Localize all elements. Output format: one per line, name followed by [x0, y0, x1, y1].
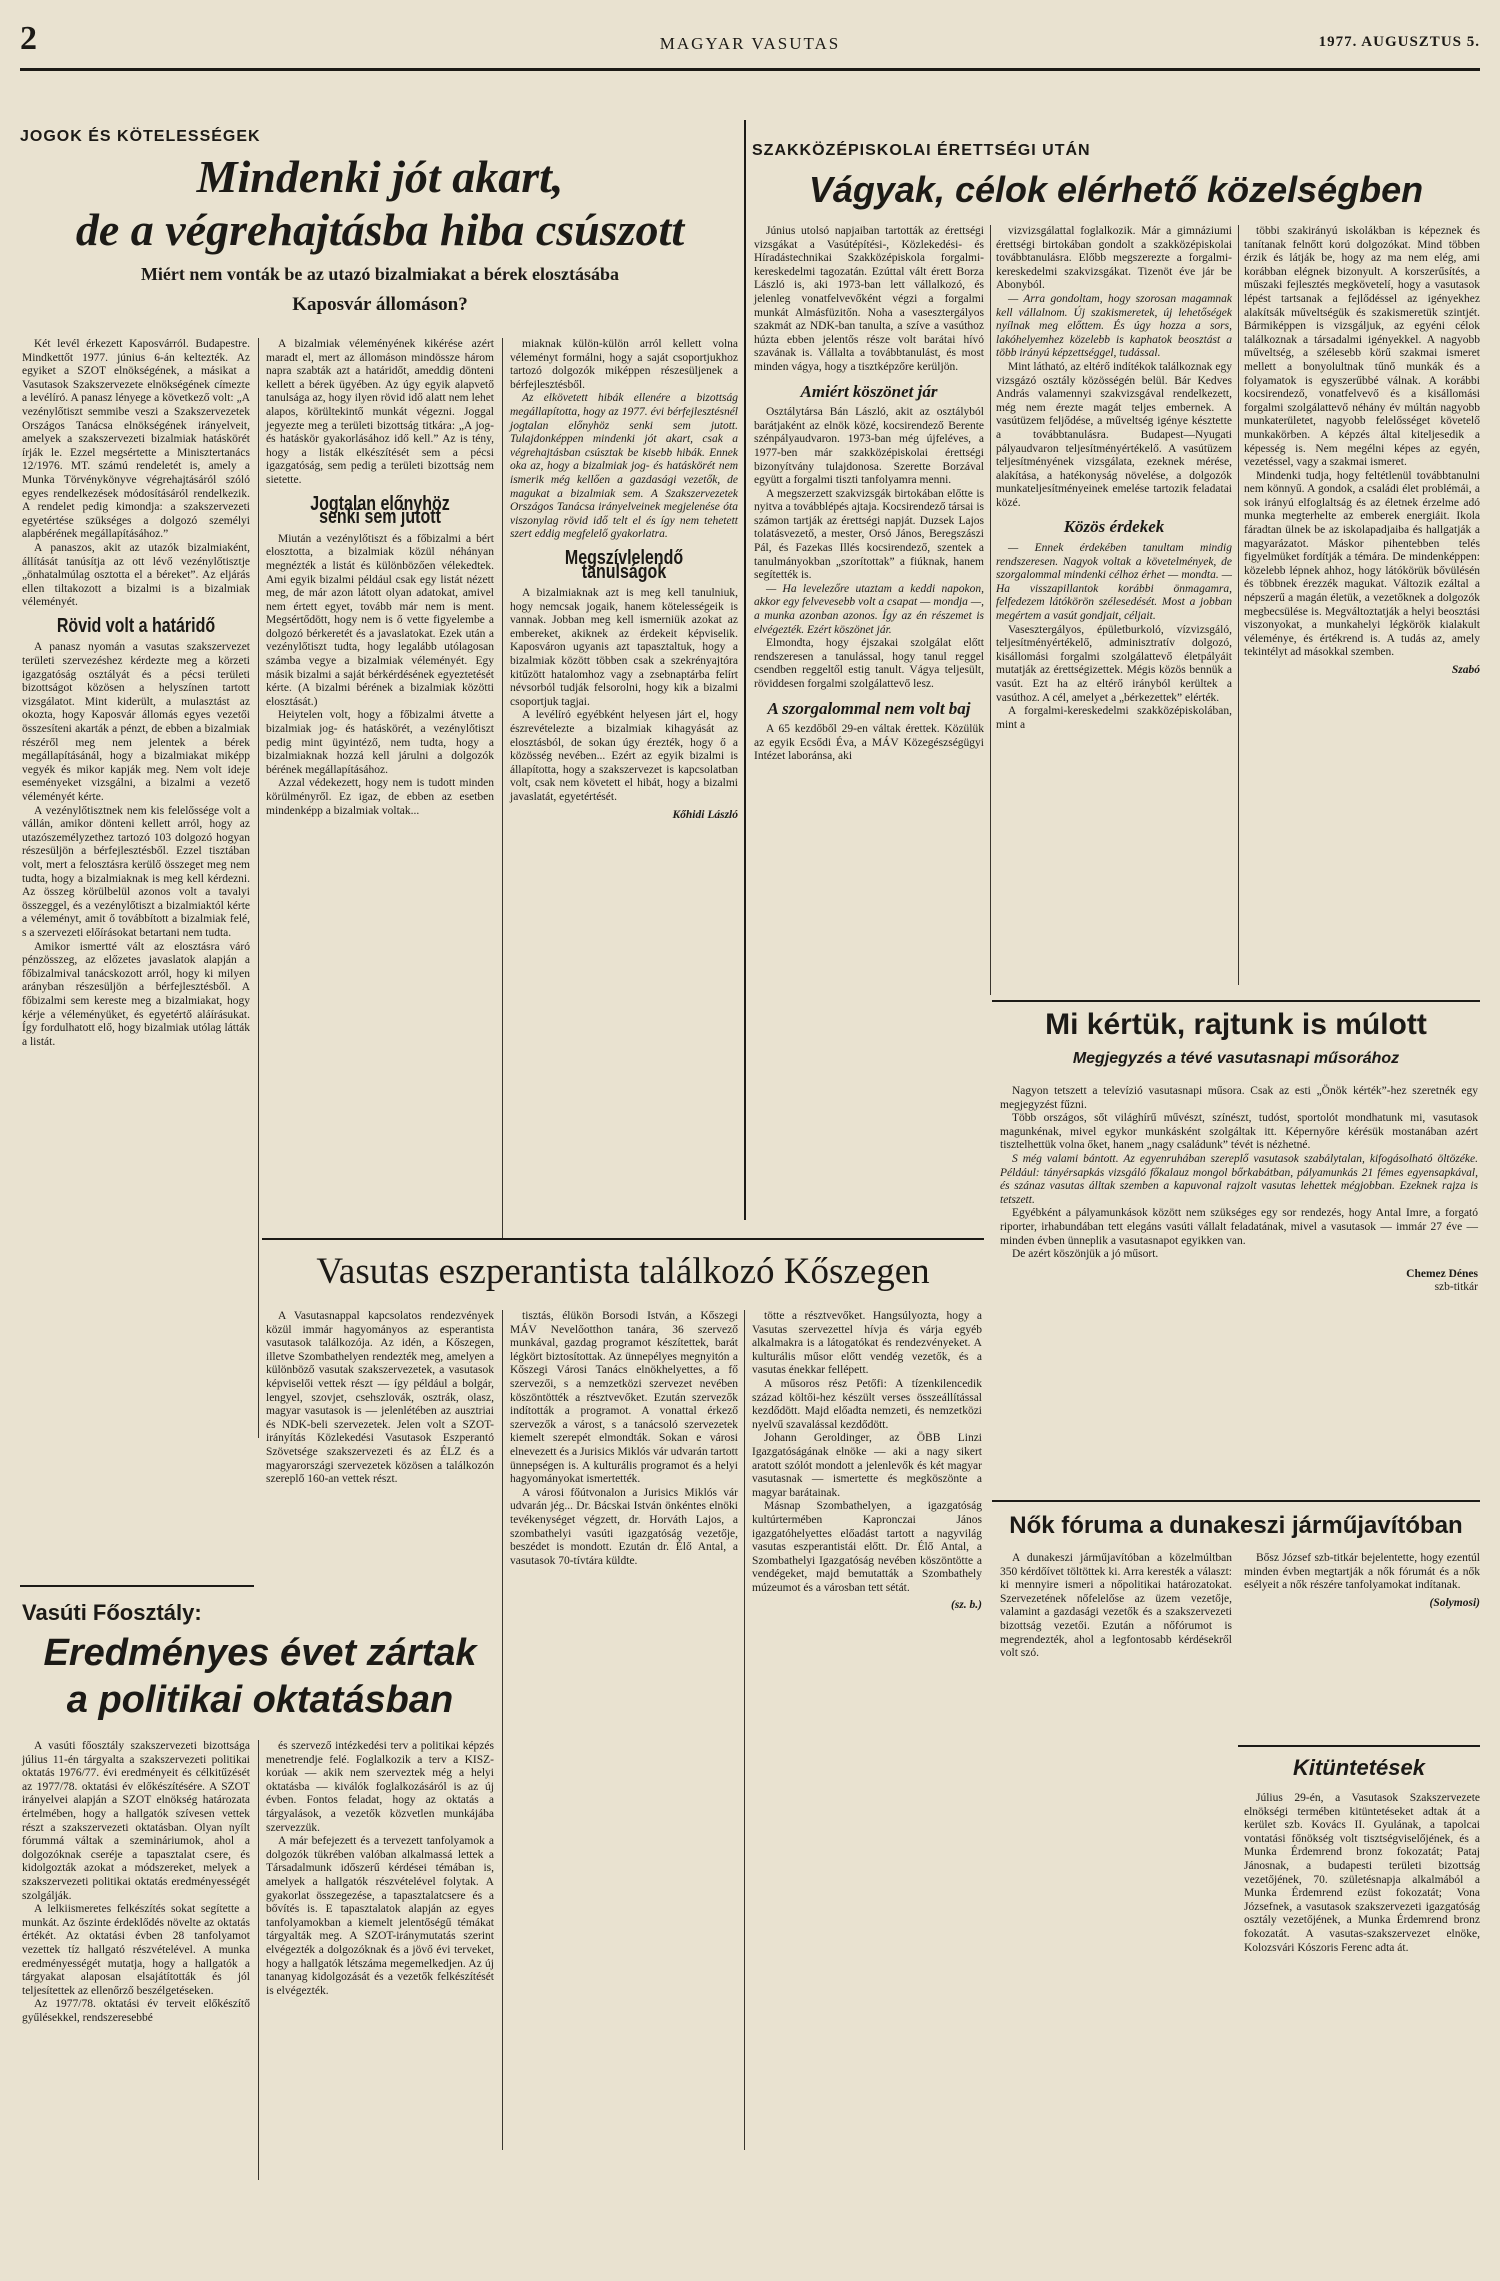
- paragraph: Heiytelen volt, hogy a főbizalmi átvette a bizalmiak jog- és hatáskörét, a vezénylőtiszt pedig mint ügyintéző, nem tudta, hogy a bizalmiaknak hozzá kell járulni a dolgozók bérének megállapításához.: [266, 709, 494, 776]
- paragraph: Johann Geroldinger, az ÖBB Linzi Igazgatóságának elnöke — aki a nagy sikert aratott szólót mondott a jelenlevők és két magyar vasutasnak — ismertette és megköszönte a magyar barátainak.: [752, 1432, 982, 1499]
- article-2-column-3: [1244, 225, 1480, 678]
- paragraph: tötte a résztvevőket. Hangsúlyozta, hogy a Vasutas szervezettel hívja és várja egyéb alkalmakra is a látogatókat és rendezvényeket. A kulturális műsor előtt vendég vezetők, és a vasutas énekkar fellépett.: [752, 1310, 982, 1377]
- paragraph: Június utolsó napjaiban tartották az érettségi vizsgákat a Vasútépítési-, Közlekedési- és Híradástechnikai Szakközépiskola forgalmi-kereskedelmi tagozatán. Ezúttal vált érett Borza László is, aki 1973-ban lett vállalkozó, és jelenleg vonatfelvevőként végzi a forgalmi munkát Almásfüzitőn. Noha a vasesztergályos szakmát az NDK-ban tanulta, a szíve a vasúthoz húzta ebben jelentős része volt barátai hívó szavának is. Vállalta a továbbtanulást, és most minden vágya, hogy a tisztképzőre kerüljön.: [754, 225, 984, 373]
- article-1-column-1: [22, 338, 250, 1049]
- paragraph: A 65 kezdőből 29-en váltak érettek. Közülük az egyik Ecsődi Éva, a MÁV Közegészségügyi Intézet laboránsa, aki: [754, 723, 984, 763]
- article-3-headline: Mi kértük, rajtunk is múlott: [1045, 1008, 1427, 1041]
- paper-name: MAGYAR VASUTAS: [659, 34, 841, 53]
- paragraph: A Vasutasnappal kapcsolatos rendezvények közül immár hagyományos az esperantista vasutasok találkozója. Az idén, a Kőszegen, illetve Szombathelyen rendezték meg, amelyen a különböző vasutak szakszervezetek, a vasutasok képviselői vettek részt — így például a bolgár, lengyel, szovjet, csehszlovák, osztrák, olasz, magyar vasutasok is — jelenlétében az ausztriai és NDK-beli szervezetek. Jelen volt a SZOT-irányítás Közlekedési Vasutasok Eszperantó Szövetsége szakszervezeti és az ÉLZ és a magyarországi szervezetek közösen a találkozón szereplő 160-an vettek részt.: [266, 1310, 494, 1486]
- author-signature: Szabó: [1451, 664, 1480, 676]
- paragraph: A vasúti főosztály szakszervezeti bizottsága július 11-én tárgyalta a szakszervezeti politikai oktatás 1976/77. évi eredményeit és célkitűzését az 1977/78. oktatási év előkészítésére. A SZOT irányelvei alapján a SZOT elnökség határozata értelmében, hogy a hallgatók szívesen vettek részt a szakszervezeti oktatásban. Olyan nyílt fórummá váltak a szemináriumok, ahol a dolgozóknak cseréje a tapasztalat csere, és kidolgozták azokat a módszereket, melyek a szakszervezeti politikai oktatás eredményességét szolgálják.: [22, 1740, 250, 1902]
- paragraph: A lelkiismeretes felkészítés sokat segítette a munkát. Az őszinte érdeklődés növelte az oktatás értékét. Az oktatási évben 28 tanfolyamot vezettek tíz hallgató részvételével. A munka eredményességét mutatja, hogy a hallgatók a tárgyakat alaposan elsajátították és jól teljesítettek az ellenőrző beszélgetéseken.: [22, 1903, 250, 1997]
- paragraph: A bizalmiaknak azt is meg kell tanulniuk, hogy nemcsak jogaik, hanem kötelességeik is vannak. Jobban meg kell ismerniük azokat az embereket, akiknek az érdekeit képviselik. Kaposváron ugyanis azt tapasztaltuk, hogy a bizalmiak között többen csak a szekrényajtóra kitűzött hatalomhoz vagy a zsebnaptárba felírt névsorból tudják felsorolni, hogy kik a bizalmi csoportjuk tagjai.: [510, 587, 738, 708]
- article-3-subhead: Megjegyzés a tévé vasutasnapi műsorához: [1072, 1050, 1400, 1067]
- author-signature: (Solymosi): [1429, 1596, 1480, 1609]
- paragraph: A panasz nyomán a vasutas szakszervezet területi szervezéshez kérdezte meg a körzeti igazgatóság osztályát és a pécsi területi bizottságot közösen a helyszínen tartott vizsgálatot. Mint kiderült, a mulasztást az okozta, hogy Kaposvár állomás egyes vezetői összesíteni akarták a pénzt, de ebben a bizalmiak részéről meg nem jelentek a bérek megállapításánál, hogy a bizalmiakat miképp vegyék és mikor kapják meg. Nem volt ideje eseményeket vizsgálni, a bizalmi a vezető véleményét kérte.: [22, 641, 250, 803]
- issue-date: 1977. AUGUSZTUS 5.: [1318, 34, 1480, 50]
- paragraph: Azzal védekezett, hogy nem is tudott minden körülményről. Ez igaz, de ebben az esetben mindenképp a bizalmiak voltak...: [266, 777, 494, 817]
- paragraph: Elmondta, hogy éjszakai szolgálat előtt rendszeresen a tanulással, hogy tanul reggel csendben reggeltől estig tanult. Vágya teljesült, röviddesen forgalmi szolgálattevő lesz.: [754, 637, 984, 690]
- article-4-column-3: [752, 1310, 982, 1613]
- author-role: szb-titkár: [1434, 1281, 1478, 1294]
- article-7-headline: Kitüntetések: [1292, 1755, 1426, 1780]
- section-label-vocational: SZAKKÖZÉPISKOLAI ÉRETTSÉGI UTÁN: [752, 142, 1091, 159]
- paragraph: A forgalmi-kereskedelmi szakközépiskolában, mint a: [996, 705, 1232, 731]
- paragraph: miaknak külön-külön arról kellett volna véleményt formálni, hogy a saját csoportjukhoz tartozó dolgozók miképpen részesüljenek a bérfejlesztésből.: [510, 338, 738, 391]
- article-1-subhead-1: Miért nem vonták be az utazó bizalmiakat a bérek elosztásába: [140, 264, 620, 284]
- paragraph: A levélíró egyébként helyesen járt el, hogy észrevételezte a bizalmiak kihagyását az elosztásból, de sokan úgy érezték, hogy ő a közösség nevében... Ezért az egyik bizalmi is állapította, hogy a szakszervezet is kapcsolatban volt, csak nem követett el hibát, hogy a bizalmi javaslatát, egyetértését.: [510, 709, 738, 803]
- section-rule: [1238, 1745, 1480, 1747]
- article-3-body: [1000, 1085, 1478, 1295]
- section-rule: [992, 1500, 1480, 1502]
- paragraph: Miután a vezénylőtiszt és a főbizalmi a bért elosztotta, a bizalmiak közül néhányan megnézték a listát és különbözően vélekedtek. Ami egyik bizalmi például csak egy listát nézett meg, de már azon látott olyan adatokat, amivel nem értett egyet, tovább már nem is ment. Megsértődött, hogy nem is ő vette figyelembe a dolgozó bérkeretét és a javaslatokat. Ezek után a vezénylőtiszt tudta, hogy legalább utólagosan számba vegye a bizalmiak véleményét. Egy másik bizalmi a saját bérkérdésének egyeztetését kérte. (A bizalmi bérének a bizalmiak közötti elosztását.): [266, 532, 494, 708]
- article-1-headline-line-1: Mindenki jót akart,: [196, 151, 564, 202]
- paragraph: Bősz József szb-titkár bejelentette, hogy ezentúl minden évben megtartják a nők fórumát és a nők esélyeit a nők részére tanfolyamokat indítanak.: [1244, 1552, 1480, 1592]
- paragraph: A megszerzett szakvizsgák birtokában előtte is nyitva a továbblépés ajtaja. Kocsirendező társai is számon tartják az érettségi napját. Duzsek Lajos tolatásvezető, a mester, Orsó János, Beregszászi Pál, és Fazekas Illés kocsirendező, szentek a tanulmányokban „szorítottak” a fiúknak, hanem segítették is.: [754, 487, 984, 582]
- paragraph: Másnap Szombathelyen, a igazgatóság kultúrtermében Kapronczai János igazgatóhelyettes előadást tartott a nagyvilág vasutas eszperantistái előtt. Dr. Élő Antal, a Szombathelyi Igazgatóság nevében köszöntötte a vendégeket, majd bemutatták a Szombathely múzeumot és a városban tett sétát.: [752, 1500, 982, 1594]
- paragraph: S még valami bántott. Az egyenruhában szereplő vasutasok szabálytalan, kifogásolható öltözéke. Például: tányérsapkás vizsgáló főkalauz mongol bőrkabátban, pályamunkás 21 fémes egyensapkával, és szánaz vasutas álltak szemben a kapuvonal rajzolt vasutas lehettek mégjobban. Ezeknek rajza is tetszett.: [1000, 1152, 1478, 1206]
- paragraph: — Ennek érdekében tanultam mindig rendszeresen. Nagyok voltak a követelmények, de szorgalommal mindenki célhoz érhet — mondta. — Ha visszapillantok korábbi önmagamra, felfedezem látókörön szélesedését. Most a jobban megértem a vasút gondjait, céljait.: [996, 542, 1232, 623]
- author-signature: Chemez Dénes: [1406, 1267, 1478, 1280]
- crosshead-diligence: A szorgalommal nem volt baj: [767, 698, 971, 718]
- article-4-column-2: [510, 1310, 738, 1568]
- paragraph: De azért köszönjük a jó műsort.: [1012, 1248, 1159, 1261]
- column-rule: [502, 338, 503, 1238]
- paragraph: Az elkövetett hibák ellenére a bizottság megállapította, hogy az 1977. évi bérfejlesztésnél jogtalan előnyhöz senki sem jutott. Tulajdonképpen mindenki jót akart, csak a végrehajtásban csúsztak be kisebb hibák. Ennek oka az, hogy a bizalmiak jog- és hatáskörét nem ismerik még kellően a gazdasági vezetők, de magukat a bizalmiak sem. A Szakszervezetek Országos Tanácsa irányelveinek megjelenése óta viszonylag rövid idő telt el és így nem tehetett szert eddig megfelelő gyakorlatra.: [510, 392, 738, 541]
- article-4-headline: Vasutas eszperantista találkozó Kőszegen: [316, 1251, 930, 1292]
- column-rule: [258, 338, 259, 1438]
- article-1-column-3: [510, 338, 738, 822]
- author-signature: (sz. b.): [951, 1599, 982, 1612]
- article-2-headline: Vágyak, célok elérhető közelségben: [808, 169, 1424, 210]
- paragraph: Vasesztergályos, épületburkoló, vízvizsgáló, teljesítményértékelő, adminisztratív dolgozó, kisállomási forgalmi szolgálattevő életpályáit mutatják az érettségizettek. Mégis közös bennük a vasút. Ezt ha az eltérő irányból kerültek a vasúthoz. A cél, amelyet a „bérkezettek” elérték.: [996, 623, 1232, 704]
- article-5-kicker: Vasúti Főosztály:: [22, 1600, 202, 1625]
- paragraph: A városi főútvonalon a Jurisics Miklós vár udvarán jég... Dr. Bácskai István önkéntes elnöki tevékenységet végzett, dr. Horváth Lajos, a szombathelyi vasúti igazgatóság vezetője, beszédet is mondott. Ezután dr. Élő Antal, a vasutasok 70-tívtára küldte.: [510, 1486, 738, 1567]
- article-5-column-2: [266, 1740, 494, 1998]
- section-rule: [992, 1000, 1480, 1002]
- paragraph: Nagyon tetszett a televízió vasutasnapi műsora. Csak az esti „Önök kérték”-hez szeretnék egy megjegyzést fűzni.: [1000, 1085, 1478, 1111]
- paragraph: A már befejezett és a tervezett tanfolyamok a dolgozók tükrében valóban alkalmassá lettek a Társadalmunk időszerű kérdései témában is, amelyek a hallgatók részvételével folytak. A gyakorlat összegezése, a tapasztalatcsere és a bővítés is. E tapasztalatok alapján az egyes tanfolyamokban a kiemelt jelentőségű témákat tárgyalták meg. A SZOT-iránymutatás szerint elvégezték a dolgozóknak és a jövő évi terveket, hogy a hallgatók létszáma megemelkedjen. Az új tananyag kidolgozását és a vezetők felkészítését is elvégezték.: [266, 1835, 494, 1997]
- article-2-column-2: [996, 225, 1232, 732]
- crosshead-lessons: Megszívlelendő tanulságok: [564, 546, 684, 583]
- column-rule: [744, 1310, 745, 2150]
- section-rule: [262, 1238, 984, 1240]
- column-rule: [258, 1740, 259, 2180]
- article-6-column-1: [1000, 1552, 1232, 1661]
- paragraph: többi szakirányú iskolákban is képeznek és tanítanak felnőtt korú dolgozókat. Mind többen érzik és látják be, hogy az ma nem elég, ami korábban elégnek bizonyult. A korszerűsítés, a műszaki fejlesztés megkövetelí, hogy a vasutasok lépést tartsanak a fejlődéssel az igényekhez alakítsák műveltségük és szakismeretük szintjét. Bármiképpen is vizsgáljuk, az egyéni célok találkoznak a társadalmi igényekkel. A nagyobb műveltség, a szélesebb körű szakmai ismeret mellett a bonyolultnak tűnő munkák és a folyamatok is egyszerűbbé válnak. A korábbi kocsirendező, vonatfelvevő és a kisállomási forgalmi szolgálattevő néhány év múltán nagyobb munkaterületet, nagyobb felelősséget követelő munkakörben. A képzés által kiteljesedik a képesség is. Nem megélni képes az egyén, vezetéssel, vagy a szakmai ismeret.: [1244, 225, 1480, 469]
- paragraph: tisztás, élükön Borsodi István, a Kőszegi MÁV Nevelőotthon tanára, 36 szervező munkával, gazdag programot készítettek, barát légkört biztosítottak. Az ünnepélyes megnyitón a Kőszegi Városi Tanács elnökhelyettes, a fő szervezői, s a nemzetközi szervezet nevében köszöntötték a résztvevőket. Ezután szervezők indították a programot. A vonattal érkező szervezők a várost, s a tanácsoló szervezetek kiemelt szerepét elmondták. Sokan e városi elnevezett és a Jurisics Miklós vár udvarán tartott ünnepségen is. A kulturális programot és a helyi hagyományokat ismertették.: [510, 1310, 738, 1486]
- page-divider: [744, 120, 746, 1220]
- article-7-body: [1244, 1792, 1480, 1955]
- paragraph: Amikor ismertté vált az elosztásra váró pénzösszeg, az előzetes javaslatok alapján a főbizalmival tanácskozott arról, hogy ki milyen arányban részesüljön a bérfejlesztésből. A főbizalmi sem kereste meg a bizalmiakat, hogy kérje a véleményüket, és egyetértő aláírásukat. Így fordulhatott elő, hogy bizalmiak utólag látták a listát.: [22, 940, 250, 1048]
- paragraph: Egyébként a pályamunkások között nem szükséges egy sor rendezés, hogy Antal Imre, a forgató riporter, irhabundában tett elegáns vasúti vállalt feladatának, mivel a vasutasok — immár 27 éve — minden évben ünneplik a vasutasnapot egyikken van.: [1000, 1207, 1478, 1247]
- author-signature: Kőhidi László: [672, 808, 738, 821]
- article-6-headline: Nők fóruma a dunakeszi járműjavítóban: [1009, 1512, 1463, 1539]
- paragraph: Több országos, sőt világhírű művészt, színészt, tudóst, sportolót mondhatunk mi, vasutasok magunkénak, mivel egykor munkásként szolgáltak itt. Képernyőre kérésük mostanában azért tisztelhettük volna őket, hanem „nagy családunk” tévét is nézhetné.: [1000, 1112, 1478, 1152]
- paragraph: Július 29-én, a Vasutasok Szakszervezete elnökségi termében kitüntetéseket adtak át a kerület szb. Kovács II. Gyulának, a tapolcai vontatási főnökség volt tisztségviselőjének, és a Munka Érdemrend bronz fokozatát; Pataj Jánosnak, a budapesti területi bizottság vezetőjének, 70. születésnapja alkalmából a Munka Érdemrend ezüst fokozatát; Vona Józsefnek, a vasutasok szakszervezeti igazgatóság osztály vezetőjének, a Munka Érdemrend bronz fokozatát. A vasutas-szakszervezet elnöke, Kolozsvári Kószoris Ferenc adta át.: [1244, 1792, 1480, 1954]
- column-rule: [990, 225, 991, 995]
- section-rule: [20, 1585, 254, 1587]
- crosshead-short-deadline: Rövid volt a határidő: [56, 614, 216, 637]
- paragraph: vizvizsgálattal foglalkozik. Már a gimnáziumi érettségi birtokában gondolt a szakközépiskolai továbbtanulásra. Előbb megszerezte a forgalmi-kereskedelmi szakvizsgákat. Tizenöt éve jár be Abonyból.: [996, 225, 1232, 292]
- paragraph: Mindenki tudja, hogy feltétlenül továbbtanulni nem könnyű. A gondok, a családi élet problémái, a sok irányú elfoglaltság és az életnek érzelme adó munka megterhelte az emberek energiáit. Ikola fáradtan ülnek be az iskolapadjaiba és hallgatják a magyarázatot. Máskor pihentebben telés figyelmüket fordítják a témára. De mindenképpen: közelebb lépnek ahhoz, hogy látókörük bővülésén és többnek érezzék magukat. Változik ezáltal a népszerű a magán életük, a vezetőknek a dolgozók megbecsülése is. Megváltoztatják a helyi beosztási viszonyokat, a munkahelyi légkörök kialakult véleménye, és értékrend is. A tudás az, amely tekintélyt ad másokkal szemben.: [1244, 469, 1480, 659]
- paragraph: Osztálytársa Bán László, akit az osztályból barátjaként az elnök közé, kocsirendező Berente szénpályaudvaron. 1973-ban még újfeléves, a 1977-ben már szakközépiskolai érettségi bizonyítvány tulajdonosa. Szerette Borzával együtt a forgalmi tiszti tanfolyamra menni.: [754, 406, 984, 487]
- paragraph: Az 1977/78. oktatási év terveit előkészítő gyűlésekkel, rendszeresebbé: [22, 1998, 250, 2024]
- crosshead-common-interests: Közös érdekek: [1063, 517, 1165, 537]
- article-1-subhead-2: Kaposvár állomáson?: [292, 294, 468, 315]
- crosshead-thanks-due: Amiért köszönet jár: [800, 381, 938, 401]
- masthead: [20, 20, 1480, 71]
- paragraph: — Arra gondoltam, hogy szorosan magamnak kell vállalnom. Új szakismeretek, új lehetőségek nyílnak meg előttem. És úgy hozza a sors, lakóhelyemhez közelebb is kaphatok beosztást a több irányú képzettséggel, tudással.: [996, 292, 1232, 360]
- paragraph: Két levél érkezett Kaposvárról. Budapestre. Mindkettőt 1977. június 6-án keltezték. Az egyiket a SZOT elnökségének, a másikat a Vasutasok Szakszervezete elnökségének címezte a levélíró. A panasz lényege a következő volt: „A vezénylőtiszt semmibe veszi a Szakszervezetek Országos Tanácsa elnökségének irányelveit, amelyek a szakszervezeti bizalmiak hatáskörét írják le. Ezzel megsértette a Minisztertanács 12/1976. MT. számú rendeletét is, amely a Munka Törvénykönyve végrehajtásáról szóló egyes rendelkezések módosításáról rendelkezik. A rendelet pedig kimondja: a szakszervezeti egyetértése szükséges a dolgozó személyi alapbérének megállapításához.”: [22, 338, 250, 541]
- section-label-rights: JOGOK ÉS KÖTELESSÉGEK: [20, 128, 261, 145]
- article-1-column-2: [266, 338, 494, 818]
- article-6-column-2: [1244, 1552, 1480, 1610]
- column-rule: [502, 1310, 503, 2150]
- article-4-column-1: [266, 1310, 494, 1487]
- article-1-headline-line-2: de a végrehajtásba hiba csúszott: [75, 204, 685, 255]
- paragraph: A vezénylőtisztnek nem kis felelőssége volt a vállán, amikor dönteni kellett arról, hogy az utazószemélyzethez tartozó 103 dolgozó hogyan részesüljön a bérfejlesztésből. Ezzel tisztában volt, mert a felosztásra kerülő összeget meg nem tudta, hogy a bizalmiaknak is meg kell kérdezni. Az összeg körülbelül azonos volt a tavalyi összeggel, és a vezénylőtiszt a bizalmiaktól kérte a véleményt, amit ő továbbított a bizalmiak felé, s a szervezeti előírásokat betartani nem tudta.: [22, 804, 250, 939]
- paragraph: és szervező intézkedési terv a politikai képzés menetrendje felé. Foglalkozik a terv a KISZ-korúak — akik nem szerveztek még a helyi oktatásba — kiválók foglalkozásáról is az új évben. Fontos feladat, hogy az oktatás a tárgyalások, a vezetők közvetlen munkájába szervezzük.: [266, 1740, 494, 1834]
- paragraph: A panaszos, akit az utazók bizalmiaként, állítását tanúsítja az ott lévő vezénylőtisztje „önhatalmúlag osztotta el a béreket”. Az eljárás ellen tiltakozott a bizalmi is a bizalmiak véleményét.: [22, 541, 250, 609]
- article-5-headline-line-2: a politikai oktatásban: [66, 1679, 454, 1721]
- article-5-headline-line-1: Eredményes évet zártak: [43, 1632, 477, 1674]
- paragraph: A bizalmiak véleményének kikérése azért maradt el, mert az állomáson mindössze három napra szabták azt a határidőt, ameddig dönteni kellett a bérek ügyében. Az úgy egyik alapvető tanulsága az, hogy ilyen rövid idő alatt nem lehet alapos, körültekintő munkát végezni. Joggal jegyezte meg a területi bizottság titkára: „A jog- és hatáskör gyakorlásához idő kell.” Az is tény, hogy a listák elkészítését sem a pécsi igazgatóság, sem pedig a területi bizottság nem sietette.: [266, 338, 494, 486]
- paragraph: A műsoros rész Petőfi: A tízenkilencedik század költői-hez készült verses összeállítással kezdődött. Majd előadta nemzeti, és nemzetközi nyelvű szavalással kezdődött.: [752, 1377, 982, 1431]
- article-5-column-1: [22, 1740, 250, 2025]
- column-rule: [1238, 225, 1239, 985]
- paragraph: A dunakeszi járműjavítóban a közelmúltban 350 kérdőívet töltöttek ki. Arra keresték a választ: ki mennyire ismeri a nőpolitikai határozatokat. Szervezetének nőfelelőse az üzem vezetője, valamint a gazdasági vezetők és a szakszervezeti bizottság vezetői. Ezután a nőfórumot is megrendezték, ahol a legfontosabb kérdésekről volt szó.: [1000, 1552, 1232, 1660]
- page-number: 2: [20, 20, 37, 57]
- crosshead-no-unfair-advantage: Jogtalan előnyhöz senki sem jutott: [310, 492, 450, 529]
- article-2-column-1: [754, 225, 984, 764]
- paragraph: Mint látható, az eltérő indítékok találkoznak egy vizsgázó osztály közösségén belül. Bár Kedves András valamennyi szakvizsgával rendelkezett, még nem érezte magát teljes embernek. A vasútüzem feljődése, a műveltség igénye késztette a továbbtanulásra. Budapest—Nyugati pályaudvaron teljesítményértékelő. A vasútüzem teljesítményének vizsgálata, ezeknek mérése, alakítása, a hatékonyság növelése, a dolgozók munkateljesítményeinek emelése tartozik feladatai közé.: [996, 360, 1232, 509]
- paragraph: — Ha levelezőre utaztam a keddi napokon, akkor egy felvevesebb volt a csapat — mondja —, a munka azonban azonos. Így az én részemet is elvégezték. Ezért köszönet jár.: [754, 582, 984, 636]
